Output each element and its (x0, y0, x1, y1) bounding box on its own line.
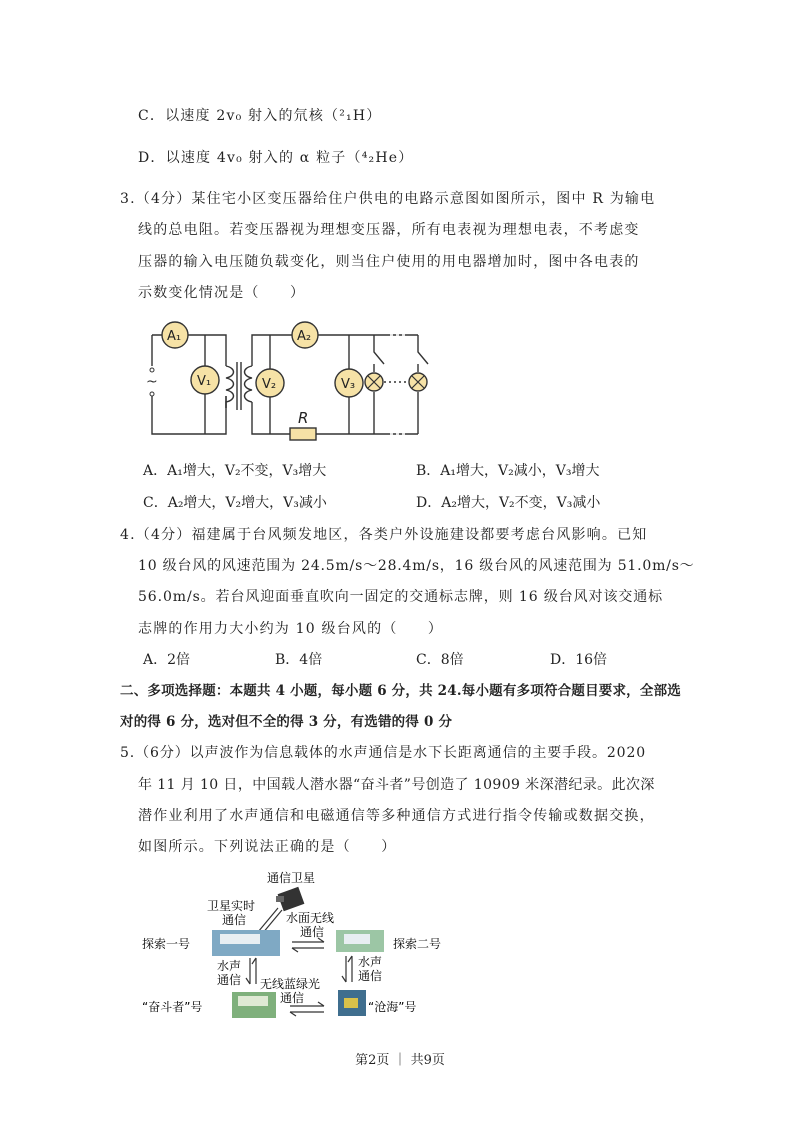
q4-line-4: 志牌的作用力大小约为 10 级台风的（ ） (138, 621, 444, 637)
sub2-label: “沧海”号 (368, 1000, 417, 1014)
q3-line-2: 线的总电阻。若变压器视为理想变压器，所有电表视为理想电表，不考虑变 (138, 222, 640, 238)
svg-text:通信: 通信 (358, 969, 383, 983)
svg-text:V₂: V₂ (262, 377, 277, 392)
q3-option-a[interactable]: A．A₁增大，V₂不变，V₃增大 (143, 463, 327, 479)
svg-text:R: R (298, 409, 309, 427)
ammeter-a2 (292, 322, 318, 348)
q5-line-4: 如图所示。下列说法正确的是（ ） (138, 839, 397, 855)
voltmeter-v1 (191, 366, 219, 394)
q4-option-a[interactable]: A．2倍 (143, 652, 191, 668)
ammeter-a1 (162, 322, 188, 348)
svg-text:A₁: A₁ (167, 329, 182, 344)
ship1-label: 探索一号 (142, 937, 191, 951)
voltmeter-v3 (335, 369, 363, 397)
q4-line-2: 10 级台风的风速范围为 24.5m/s～28.4m/s，16 级台风的风速范围为 51.0m/s～ (138, 558, 695, 574)
q4-line-3: 56.0m/s。若台风迎面垂直吹向一固定的交通标志牌，则 16 级台风对该交通标 (138, 589, 664, 605)
circuit-diagram (140, 318, 440, 443)
q3-option-b[interactable]: B．A₁增大，V₂减小，V₃增大 (416, 463, 600, 479)
q5-line-3: 潜作业利用了水声通信和电磁通信等多种通信方式进行指令传输或数据交换， (138, 808, 655, 824)
svg-text:水声: 水声 (358, 955, 383, 969)
communication-diagram (140, 866, 460, 1026)
q3-line-1: 3.（4分）某住宅小区变压器给住户供电的电路示意图如图所示，图中 R 为输电 (120, 191, 656, 207)
ship2-label: 探索二号 (393, 937, 442, 951)
q3-line-4: 示数变化情况是（ ） (138, 285, 306, 301)
svg-text:水声: 水声 (217, 959, 242, 973)
q4-option-d[interactable]: D．16倍 (550, 652, 608, 668)
sub1-label: “奋斗者”号 (142, 1000, 203, 1014)
q4-option-c[interactable]: C．8倍 (416, 652, 464, 668)
svg-text:卫星实时: 卫星实时 (207, 899, 256, 913)
svg-text:V₁: V₁ (197, 374, 212, 389)
q4-option-b[interactable]: B．4倍 (275, 652, 323, 668)
q3-option-d[interactable]: D．A₂增大，V₂不变，V₃减小 (416, 495, 601, 511)
svg-text:水面无线: 水面无线 (286, 911, 335, 925)
svg-text:通信: 通信 (217, 973, 242, 987)
ac-source-icon (146, 368, 158, 396)
resistor-r (290, 409, 316, 440)
lamp-icon (409, 373, 427, 391)
lamp-icon (365, 373, 383, 391)
q3-option-c[interactable]: C．A₂增大，V₂增大，V₃减小 (143, 495, 327, 511)
section-heading-line-2: 对的得 6 分，选对但不全的得 3 分，有选错的得 0 分 (120, 714, 453, 730)
svg-text:~: ~ (146, 374, 158, 390)
q4-line-1: 4.（4分）福建属于台风频发地区，各类户外设施建设都要考虑台风影响。已知 (120, 527, 648, 543)
svg-text:V₃: V₃ (341, 377, 356, 392)
satellite-label: 通信卫星 (267, 871, 316, 885)
svg-text:A₂: A₂ (297, 329, 312, 344)
section-heading-line-1: 二、多项选择题：本题共 4 小题，每小题 6 分，共 24.每小题有多项符合题目要求，全部选 (120, 683, 681, 699)
page-footer: 第2页 ｜ 共9页 (355, 1053, 445, 1068)
q5-line-1: 5.（6分）以声波作为信息载体的水声通信是水下长距离通信的主要手段。2020 (120, 745, 647, 761)
svg-text:通信: 通信 (222, 913, 247, 927)
q2-option-c: C．以速度 2v₀ 射入的氘核（²₁H） (138, 108, 382, 124)
q3-line-3: 压器的输入电压随负载变化，则当住户使用的用电器增加时，图中各电表的 (138, 254, 640, 270)
satellite-icon (276, 887, 304, 911)
q2-option-d: D．以速度 4v₀ 射入的 α 粒子（⁴₂He） (138, 150, 414, 166)
svg-text:无线蓝绿光: 无线蓝绿光 (260, 977, 321, 991)
q5-line-2: 年 11 月 10 日，中国载人潜水器“奋斗者”号创造了 10909 米深潜纪录。此次深 (138, 777, 655, 793)
svg-text:通信: 通信 (300, 925, 325, 939)
voltmeter-v2 (256, 369, 284, 397)
svg-text:通信: 通信 (280, 991, 305, 1005)
